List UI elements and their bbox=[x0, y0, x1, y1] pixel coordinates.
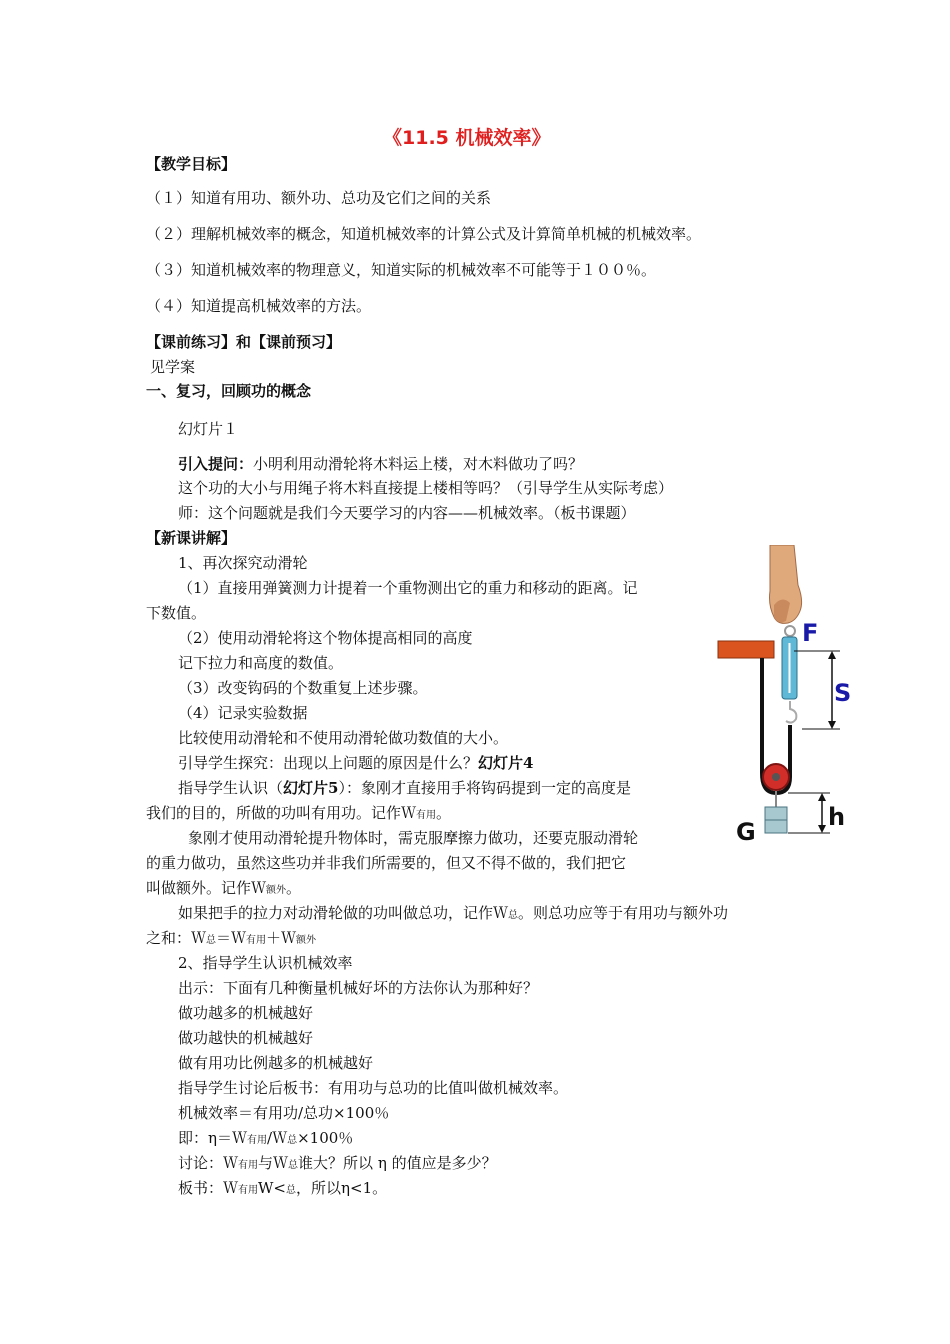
document-title: 《11.5 机械效率》 bbox=[383, 127, 551, 149]
text-run: η bbox=[377, 1154, 387, 1172]
text-run: ×100％ bbox=[297, 1129, 354, 1147]
slide-ref: 幻灯片4 bbox=[478, 754, 534, 772]
text-run: 板书：Ｗ bbox=[178, 1179, 239, 1197]
pulley-axle bbox=[772, 773, 780, 781]
paragraph-line bbox=[178, 778, 631, 798]
text-run: 。 bbox=[286, 879, 302, 897]
text-run: 指导学生认识（ bbox=[178, 779, 284, 797]
slide-label: 幻灯片１ bbox=[178, 420, 239, 438]
text-run: 我们的目的，所做的功叫有用功。记作Ｗ bbox=[146, 804, 417, 822]
text-run: 谁大？所以 bbox=[298, 1154, 374, 1172]
review-line: 师：这个问题就是我们今天要学习的内容——机械效率。（板书课题） bbox=[178, 504, 636, 522]
subscript: 总 bbox=[206, 935, 217, 946]
objective-item: （４）知道提高机械效率的方法。 bbox=[146, 297, 372, 315]
option-text: 做功越快的机械越好 bbox=[178, 1029, 314, 1047]
subscript: 总 bbox=[287, 1135, 298, 1146]
formula-line bbox=[178, 1128, 353, 1151]
board-line bbox=[178, 1178, 387, 1201]
subscript: 额外 bbox=[266, 885, 287, 896]
objectives-heading: 【教学目标】 bbox=[146, 155, 237, 173]
formula-line bbox=[146, 928, 316, 951]
intro-label: 引入提问： bbox=[178, 455, 254, 473]
text-run: 叫做额外。记作Ｗ bbox=[146, 879, 267, 897]
text-run: ＋Ｗ bbox=[266, 929, 297, 947]
scale-ring bbox=[785, 626, 795, 636]
subscript: 额外 bbox=[296, 935, 317, 946]
guide-question: 引导学生探究：出现以上问题的原因是什么？ bbox=[178, 754, 479, 772]
step-text: （4）记录实验数据 bbox=[178, 704, 308, 722]
compare-text: 比较使用动滑轮和不使用动滑轮做功数值的大小。 bbox=[178, 729, 509, 747]
text-run: /Ｗ bbox=[267, 1129, 288, 1147]
paragraph-line: 象刚才使用动滑轮提升物体时，需克服摩擦力做功，还要克服动滑轮 bbox=[188, 829, 639, 847]
section-title: 2、指导学生认识机械效率 bbox=[178, 954, 353, 972]
objective-item: （２）理解机械效率的概念，知道机械效率的计算公式及计算简单机械的机械效率。 bbox=[146, 225, 702, 243]
preview-text: 见学案 bbox=[150, 358, 196, 376]
label-g: G bbox=[736, 818, 756, 846]
intro-text: 小明利用动滑轮将木料运上楼，对木料做功了吗？ bbox=[253, 455, 584, 473]
subscript: 有用 bbox=[247, 1135, 268, 1146]
section-title: 1、再次探究动滑轮 bbox=[178, 554, 308, 572]
objective-item: （１）知道有用功、额外功、总功及它们之间的关系 bbox=[146, 189, 492, 207]
discussion-line bbox=[178, 1153, 497, 1176]
ceiling-board bbox=[718, 641, 774, 658]
text-run: ，所以 bbox=[296, 1179, 342, 1197]
label-h: h bbox=[828, 803, 846, 831]
objective-item: （３）知道机械效率的物理意义，知道实际的机械效率不可能等于１００％。 bbox=[146, 261, 657, 279]
option-text: 做功越多的机械越好 bbox=[178, 1004, 314, 1022]
review-line: 这个功的大小与用绳子将木料直接提上楼相等吗？（引导学生从实际考虑） bbox=[178, 479, 674, 497]
text-run: 讨论：Ｗ bbox=[178, 1154, 239, 1172]
text-run: 如果把手的拉力对动滑轮做的功叫做总功，记作Ｗ bbox=[178, 904, 509, 922]
label-f: F bbox=[802, 619, 819, 647]
subscript: 总 bbox=[286, 1185, 297, 1196]
subscript: 有用 bbox=[238, 1160, 259, 1171]
question-text: 出示：下面有几种衡量机械好坏的方法你认为那种好？ bbox=[178, 979, 539, 997]
step-text: （1）直接用弹簧测力计提着一个重物测出它的重力和移动的距离。记 bbox=[178, 579, 638, 597]
text-run: η＝Ｗ bbox=[208, 1129, 248, 1147]
text-run: ）：象刚才直接用手将钩码提到一定的高度是 bbox=[338, 779, 631, 797]
step-text: （2）使用动滑轮将这个物体提高相同的高度 bbox=[178, 629, 473, 647]
text-run: η<1。 bbox=[341, 1179, 388, 1197]
label-s: S bbox=[834, 679, 852, 707]
text-run: 之和：Ｗ bbox=[146, 929, 207, 947]
text-run: 。则总功应等于有用功与额外功 bbox=[518, 904, 729, 922]
subscript: 有用 bbox=[246, 935, 267, 946]
paragraph-line bbox=[146, 878, 301, 901]
subscript: 有用 bbox=[416, 810, 437, 821]
pulley-diagram bbox=[712, 545, 862, 855]
subscript: 有用 bbox=[238, 1185, 259, 1196]
scale-hook-icon bbox=[786, 701, 796, 723]
option-text: 做有用功比例越多的机械越好 bbox=[178, 1054, 374, 1072]
formula-text: 机械效率＝有用功/总功×100％ bbox=[178, 1104, 390, 1122]
text-run: 。 bbox=[436, 804, 452, 822]
text-run: 与Ｗ bbox=[258, 1154, 289, 1172]
guide-text bbox=[178, 753, 533, 773]
text-run: 即： bbox=[178, 1129, 209, 1147]
paragraph-line bbox=[178, 903, 728, 926]
step-text: 记下拉力和高度的数值。 bbox=[178, 654, 344, 672]
paragraph-line bbox=[146, 803, 451, 826]
paragraph-line: 的重力做功，虽然这些功并非我们所需要的，但又不得不做的，我们把它 bbox=[146, 854, 627, 872]
subscript: 总 bbox=[508, 910, 519, 921]
text-run: ＝Ｗ bbox=[216, 929, 247, 947]
subscript: 总 bbox=[288, 1160, 299, 1171]
newlesson-heading: 【新课讲解】 bbox=[146, 529, 237, 547]
step-text: （3）改变钩码的个数重复上述步骤。 bbox=[178, 679, 428, 697]
pulley-illustration bbox=[712, 545, 862, 855]
slide-ref: 幻灯片5 bbox=[283, 779, 339, 797]
review-heading: 一、复习，回顾功的概念 bbox=[146, 382, 312, 400]
preview-heading: 【课前练习】和【课前预习】 bbox=[146, 333, 342, 351]
text-run: 的值应是多少？ bbox=[391, 1154, 497, 1172]
step-text: 下数值。 bbox=[146, 604, 207, 622]
text-run: W< bbox=[258, 1179, 287, 1197]
board-text: 指导学生讨论后板书：有用功与总功的比值叫做机械效率。 bbox=[178, 1079, 569, 1097]
intro-question bbox=[178, 454, 583, 474]
